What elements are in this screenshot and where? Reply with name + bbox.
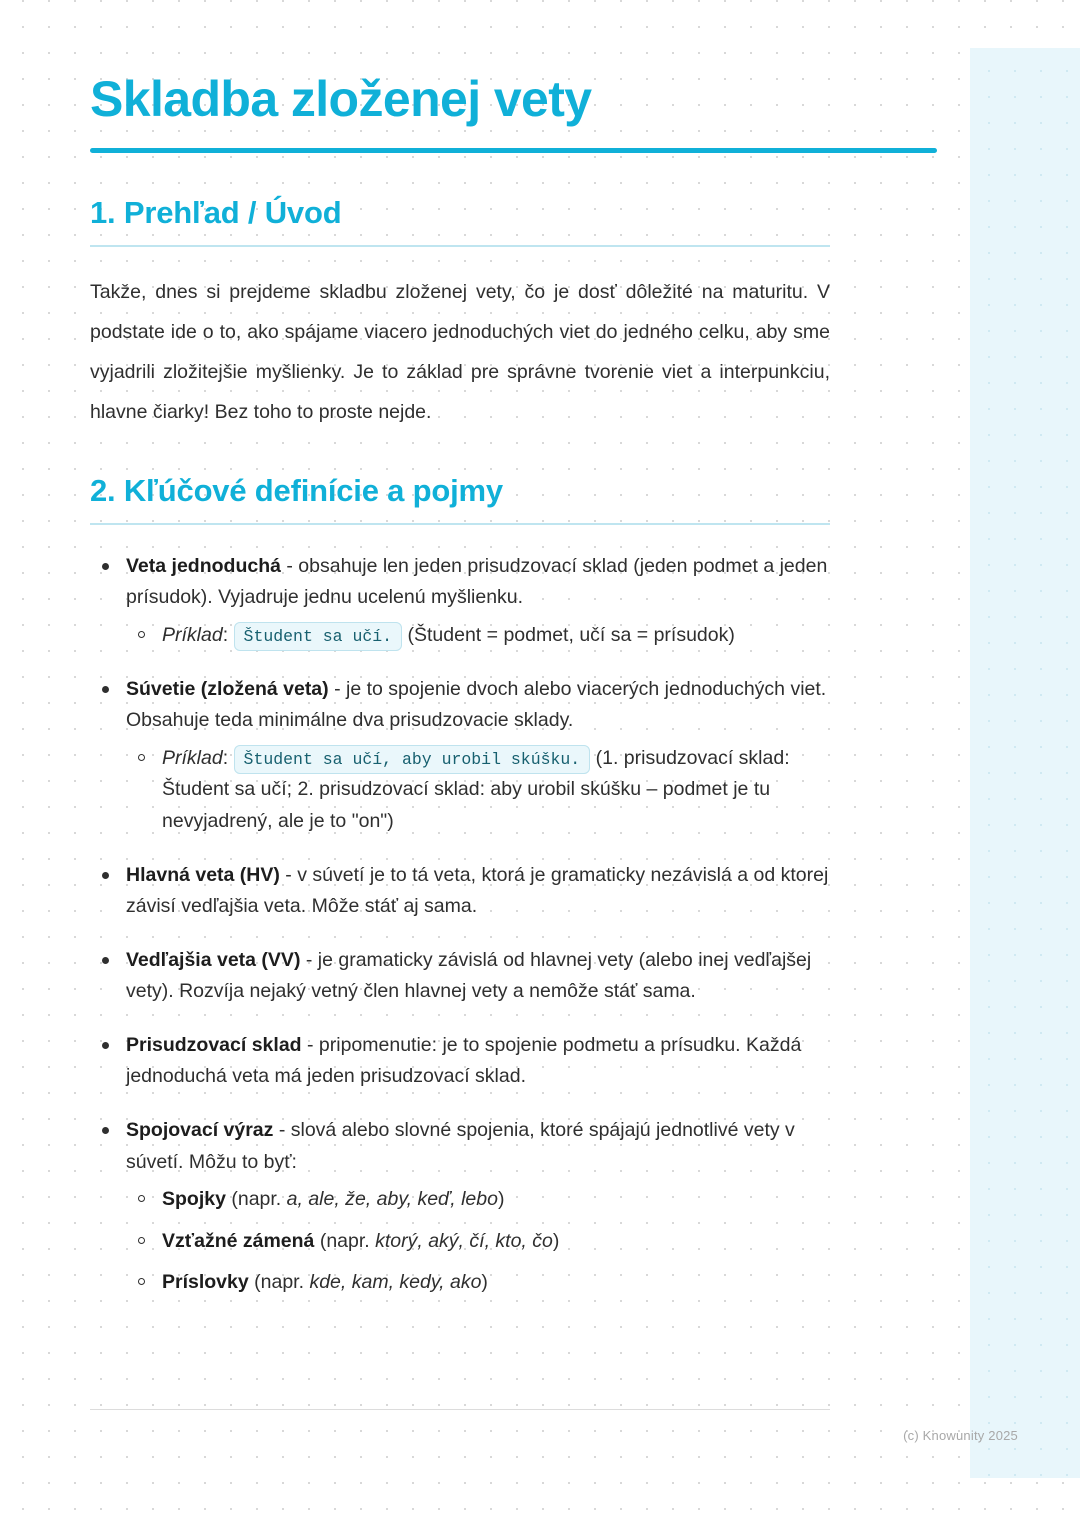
- page-title: Skladba zloženej vety: [90, 71, 592, 127]
- overview-paragraph: Takže, dnes si prejdeme skladbu zloženej vety, čo je dosť dôležité na maturitu. V podstate ide o to, ako spájame viacero jednoduchých viet do jedného celku, aby sme vyjadrili zložitejšie myšlienky. Je to základ pre správne tvorenie viet a interpunkciu, hlavne čiarky! Bez toho to proste nejde.: [90, 281, 830, 423]
- section-divider: [90, 245, 830, 247]
- example-code: Študent sa učí, aby urobil skúšku.: [234, 745, 591, 774]
- list-item: [90, 945, 850, 1008]
- list-item: [126, 1226, 850, 1258]
- connectives-sublist: [126, 1184, 850, 1299]
- subterm-prefix: (napr.: [231, 1188, 287, 1211]
- term-definition: - je to spojenie dvoch alebo viacerých jednoduchých viet. Obsahuje teda minimálne dva prisudzovacie sklady.: [126, 677, 827, 732]
- list-item: [126, 620, 850, 652]
- list-item: [126, 1184, 850, 1216]
- subterm-suffix: ): [481, 1271, 488, 1294]
- colon: :: [222, 624, 234, 647]
- title-divider: [90, 148, 937, 153]
- example-label: Príklad: [162, 746, 223, 769]
- term-definition: - je gramaticky závislá od hlavnej vety (alebo inej vedľajšej vety). Rozvíja nejaký vetný člen hlavnej vety a nemôže stáť sama.: [126, 948, 812, 1003]
- subterm-prefix: (napr.: [254, 1271, 310, 1294]
- term-definition: - v súvetí je to tá veta, ktorá je gramaticky nezávislá a od ktorej závisí vedľajšia veta. Môže stáť aj sama.: [126, 863, 829, 918]
- definitions-list: [90, 551, 850, 1299]
- section-heading-overview: 1. Prehľad / Úvod: [90, 195, 342, 230]
- term-definition: - obsahuje len jeden prisudzovací sklad (jeden podmet a jeden prísudok). Vyjadruje jednu ucelenú myšlienku.: [126, 554, 828, 609]
- subterm-suffix: ): [552, 1229, 560, 1252]
- document-content: [90, 72, 936, 1321]
- list-item: [90, 1115, 850, 1299]
- list-item: [90, 1030, 850, 1093]
- list-item: [126, 743, 850, 838]
- footer-copyright: (c) Knowunity 2025: [903, 1428, 1018, 1443]
- section-heading-definitions: 2. Kľúčové definície a pojmy: [90, 472, 503, 508]
- term-label: Spojovací výraz: [126, 1118, 274, 1141]
- term-definition: - pripomenutie: je to spojenie podmetu a prísudku. Každá jednoduchá veta má jeden prisudzovací sklad.: [126, 1033, 802, 1088]
- list-item: [90, 551, 850, 652]
- example-note: (1. prisudzovací sklad: Študent sa učí; 2. prisudzovací sklad: aby urobil skúšku – podmet je tu nevyjadrený, ale je to "on"): [162, 746, 790, 832]
- list-item: [90, 674, 850, 838]
- subterm-examples: ktorý, aký, čí, kto, čo: [375, 1229, 553, 1252]
- right-decorative-band: [970, 48, 1080, 1478]
- subterm-label: Vzťažné zámená: [162, 1229, 315, 1252]
- section-divider: [90, 523, 830, 525]
- term-label: Vedľajšia veta (VV): [126, 948, 301, 971]
- colon: :: [222, 746, 234, 769]
- subterm-examples: a, ale, že, aby, keď, lebo: [286, 1188, 498, 1211]
- example-code: Študent sa učí.: [234, 622, 403, 651]
- term-label: Prisudzovací sklad: [126, 1033, 302, 1056]
- subterm-label: Spojky: [162, 1188, 226, 1211]
- example-label: Príklad: [162, 624, 223, 647]
- example-sublist: [126, 620, 850, 652]
- subterm-prefix: (napr.: [319, 1229, 376, 1252]
- term-label: Veta jednoduchá: [126, 554, 281, 577]
- example-sublist: [126, 743, 850, 838]
- footer-divider: [90, 1409, 830, 1410]
- example-note: (Študent = podmet, učí sa = prísudok): [407, 624, 735, 647]
- subterm-label: Príslovky: [162, 1271, 249, 1294]
- subterm-suffix: ): [497, 1188, 505, 1211]
- term-label: Hlavná veta (HV): [126, 863, 280, 886]
- term-definition: - slová alebo slovné spojenia, ktoré spájajú jednotlivé vety v súvetí. Môžu to byť:: [126, 1118, 795, 1173]
- term-label: Súvetie (zložená veta): [126, 677, 329, 700]
- subterm-examples: kde, kam, kedy, ako: [309, 1271, 482, 1294]
- list-item: [90, 860, 850, 923]
- list-item: [126, 1267, 850, 1299]
